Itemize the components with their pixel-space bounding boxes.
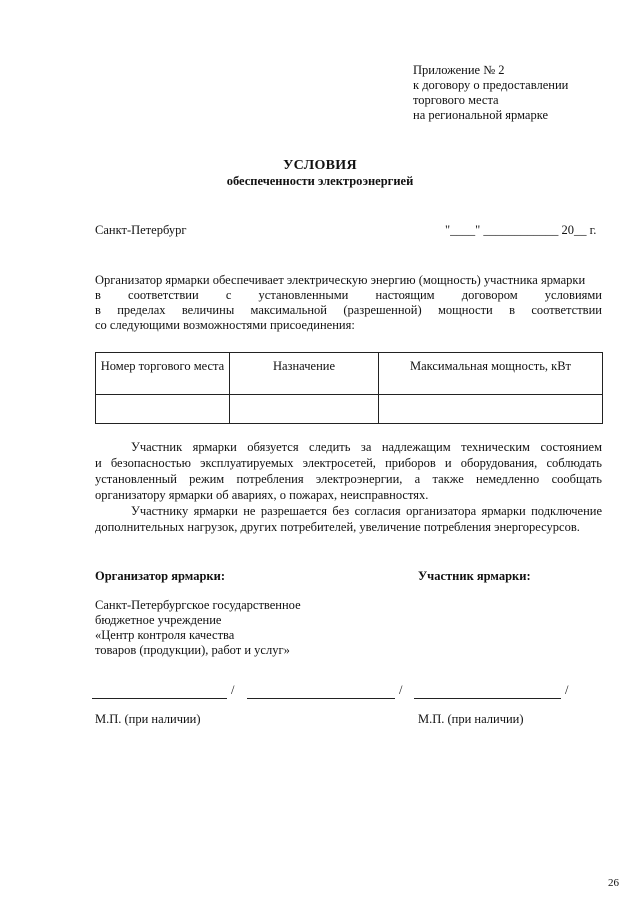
intro-line-justified — [95, 288, 602, 303]
intro-word: соответствии — [128, 288, 199, 302]
obligations-paragraph — [95, 440, 602, 536]
signature-line-participant[interactable] — [414, 698, 561, 699]
intro-word: настоящим — [375, 288, 435, 302]
stamp-note-organizer: М.П. (при наличии) — [95, 712, 201, 726]
place-name: Санкт-Петербург — [95, 223, 187, 237]
intro-word: величины — [181, 303, 235, 317]
signature-slash: / — [565, 683, 569, 697]
organizer-name-line: товаров (продукции), работ и услуг» — [95, 643, 290, 657]
intro-line-justified — [95, 303, 602, 318]
intro-word: максимальной — [250, 303, 327, 317]
header-place-number: Номер торгового места — [96, 353, 230, 395]
obligation-line: организатору ярмарки об авариях, о пожарах, неисправностях. — [95, 488, 429, 502]
obligation-line: и безопасностью эксплуатируемых электросетей, приборов и оборудования, соблюдать — [95, 456, 602, 470]
intro-word: в — [95, 288, 101, 302]
obligation-line: Участник ярмарки обязуется следить за надлежащим техническим состоянием — [131, 440, 602, 454]
intro-word: (разрешенной) — [343, 303, 422, 317]
annex-line: на региональной ярмарке — [413, 108, 549, 122]
intro-word: в — [509, 303, 515, 317]
participant-label: Участник ярмарки: — [418, 569, 531, 583]
signature-slash: / — [399, 683, 403, 697]
page-number: 26 — [608, 877, 619, 889]
intro-line: со следующими возможностями присоединения: — [95, 318, 355, 332]
obligation-line: дополнительных нагрузок, других потребителей, увеличение потребления энергоресурсов. — [95, 520, 580, 534]
obligation-line: установленный режим потребления электроэнергии, а также немедленно сообщать — [95, 472, 602, 486]
signature-line-organizer-name[interactable] — [247, 698, 395, 699]
connection-table — [95, 352, 603, 424]
table-cell[interactable] — [230, 395, 379, 424]
intro-word: условиями — [544, 288, 602, 302]
signature-slash: / — [231, 683, 235, 697]
table-cell[interactable] — [379, 395, 603, 424]
title-heading: УСЛОВИЯ — [283, 158, 357, 173]
intro-word: договором — [461, 288, 518, 302]
table-header-row — [96, 353, 603, 395]
signature-line-organizer[interactable] — [92, 698, 227, 699]
header-purpose: Назначение — [230, 353, 379, 395]
organizer-name-line: «Центр контроля качества — [95, 628, 235, 642]
document-title — [0, 158, 640, 189]
intro-word: мощности — [438, 303, 493, 317]
intro-word: пределах — [117, 303, 166, 317]
intro-word: с — [225, 288, 232, 302]
table-cell[interactable] — [96, 395, 230, 424]
intro-word: в — [95, 303, 101, 317]
organizer-name-line: бюджетное учреждение — [95, 613, 222, 627]
annex-reference — [413, 63, 633, 123]
organizer-name — [95, 598, 301, 658]
stamp-note-participant: М.П. (при наличии) — [418, 712, 524, 726]
obligation-line: Участнику ярмарки не разрешается без согласия организатора ярмарки подключение — [131, 504, 602, 518]
intro-word: установленными — [258, 288, 349, 302]
header-max-power: Максимальная мощность, кВт — [379, 353, 603, 395]
annex-line: Приложение № 2 — [413, 63, 505, 77]
intro-word: соответствии — [531, 303, 602, 317]
organizer-label: Организатор ярмарки: — [95, 569, 225, 583]
intro-line: Организатор ярмарки обеспечивает электрическую энергию (мощность) участника ярмарки — [95, 273, 586, 287]
date-line: "____" ____________ 20__ г. — [445, 223, 597, 237]
table-row — [96, 395, 603, 424]
title-subheading: обеспеченности электроэнергией — [226, 174, 414, 188]
intro-paragraph — [95, 273, 602, 333]
annex-line: торгового места — [413, 93, 499, 107]
annex-line: к договору о предоставлении — [413, 78, 569, 92]
organizer-name-line: Санкт-Петербургское государственное — [95, 598, 301, 612]
